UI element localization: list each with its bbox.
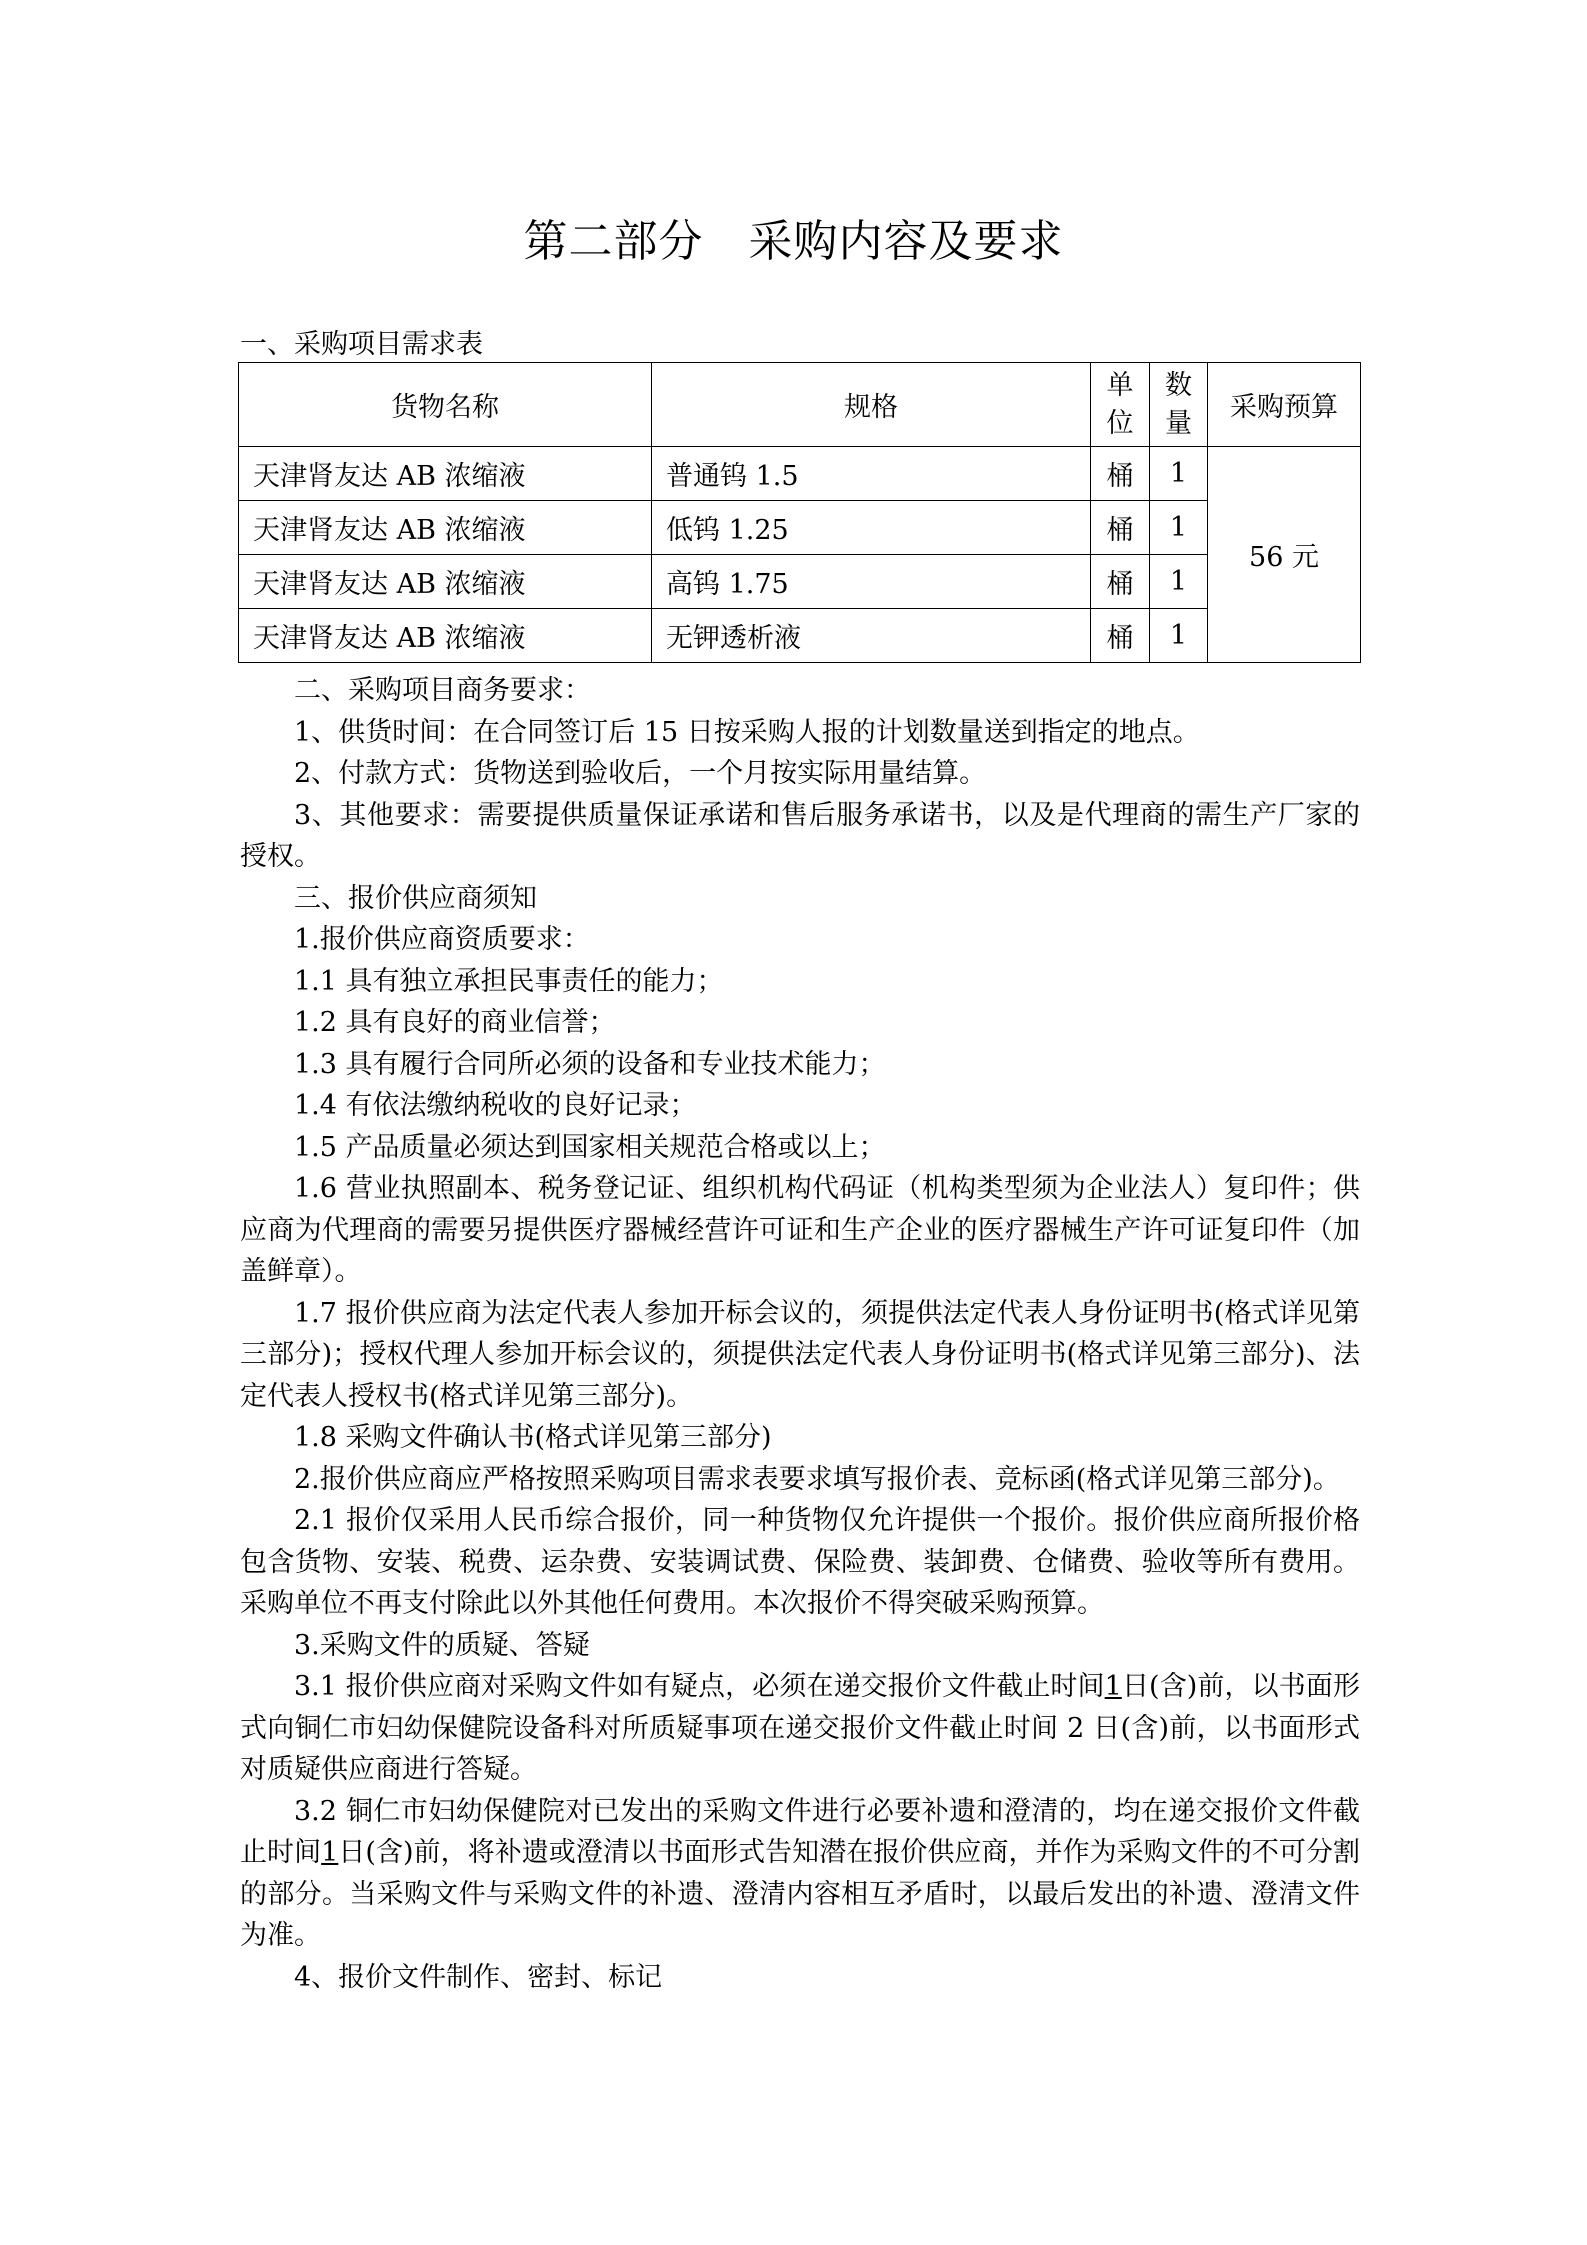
header-spec: 规格 <box>652 363 1091 447</box>
cell-quantity: 1 <box>1150 555 1208 609</box>
table-row <box>239 447 1361 501</box>
paragraph: 2.1 报价仅采用人民币综合报价，同一种货物仅允许提供一个报价。报价供应商所报价格包含货物、安装、税费、运杂费、安装调试费、保险费、装卸费、仓储费、验收等所有费用。采购单位不再支付除此以外其他任何费用。本次报价不得突破采购预算。 <box>240 1505 1360 1619</box>
underlined-days: 1 <box>1104 1671 1122 1702</box>
cell-name: 天津肾友达 AB 浓缩液 <box>239 501 652 555</box>
underlined-days: 1 <box>321 1837 339 1868</box>
cell-spec: 无钾透析液 <box>652 609 1091 663</box>
paragraph: 1.7 报价供应商为法定代表人参加开标会议的，须提供法定代表人身份证明书(格式详见第三部分)；授权代理人参加开标会议的，须提供法定代表人身份证明书(格式详见第三部分)、法定代表人授权书(格式详见第三部分)。 <box>240 1297 1360 1412</box>
cell-spec: 高钨 1.75 <box>652 555 1091 609</box>
cell-quantity: 1 <box>1150 609 1208 663</box>
section-heading-requirements-table: 一、采购项目需求表 <box>240 329 483 360</box>
cell-unit: 桶 <box>1091 609 1150 663</box>
cell-name: 天津肾友达 AB 浓缩液 <box>239 555 652 609</box>
cell-budget: 56 元 <box>1208 447 1361 663</box>
paragraph: 1.2 具有良好的商业信誉； <box>294 1007 616 1038</box>
table-header-row <box>239 363 1361 447</box>
header-name: 货物名称 <box>239 363 652 447</box>
paragraph: 1.1 具有独立承担民事责任的能力； <box>294 965 724 997</box>
paragraph: 3、其他要求：需要提供质量保证承诺和售后服务承诺书，以及是代理商的需生产厂家的授权。 <box>240 799 1360 872</box>
header-budget: 采购预算 <box>1208 363 1361 447</box>
paragraph: 3.采购文件的质疑、答疑 <box>294 1629 590 1661</box>
header-quantity: 数 量 <box>1150 363 1208 447</box>
paragraph: 1.5 产品质量必须达到国家相关规范合格或以上； <box>294 1131 886 1163</box>
paragraph: 1.4 有依法缴纳税收的良好记录； <box>294 1090 697 1121</box>
paragraph: 1、供货时间：在合同签订后 15 日按采购人报的计划数量送到指定的地点。 <box>294 716 1200 748</box>
paragraph: 2、付款方式：货物送到验收后，一个月按实际用量结算。 <box>294 758 987 789</box>
body-text <box>240 670 1360 1998</box>
cell-unit: 桶 <box>1091 555 1150 609</box>
page-title: 第二部分 采购内容及要求 <box>523 216 1064 267</box>
paragraph: 3.2 铜仁市妇幼保健院对已发出的采购文件进行必要补遗和澄清的，均在递交报价文件截止时间1日(含)前，将补遗或澄清以书面形式告知潜在报价供应商，并作为采购文件的不可分割的部分。当采购文件与采购文件的补遗、澄清内容相互矛盾时，以最后发出的补遗、澄清文件为准。 <box>240 1795 1360 1951</box>
cell-name: 天津肾友达 AB 浓缩液 <box>239 609 652 663</box>
paragraph: 1.报价供应商资质要求： <box>294 924 590 955</box>
table-row <box>239 555 1361 609</box>
paragraph: 4、报价文件制作、密封、标记 <box>294 1961 663 1993</box>
section-heading-supplier-notice: 三、报价供应商须知 <box>294 882 537 914</box>
cell-spec: 普通钨 1.5 <box>652 447 1091 501</box>
paragraph: 1.3 具有履行合同所必须的设备和专业技术能力； <box>294 1048 886 1080</box>
cell-quantity: 1 <box>1150 447 1208 501</box>
cell-quantity: 1 <box>1150 501 1208 555</box>
paragraph: 3.1 报价供应商对采购文件如有疑点，必须在递交报价文件截止时间1日(含)前，以书面形式向铜仁市妇幼保健院设备科对所质疑事项在递交报价文件截止时间 2 日(含)前，以书面形式对质疑供应商进行答疑。 <box>240 1671 1360 1785</box>
cell-spec: 低钨 1.25 <box>652 501 1091 555</box>
table-row <box>239 609 1361 663</box>
cell-unit: 桶 <box>1091 447 1150 501</box>
requirements-table <box>238 362 1361 663</box>
header-unit: 单 位 <box>1091 363 1150 447</box>
paragraph: 1.6 营业执照副本、税务登记证、组织机构代码证（机构类型须为企业法人）复印件；供应商为代理商的需要另提供医疗器械经营许可证和生产企业的医疗器械生产许可证复印件（加盖鲜章）。 <box>240 1173 1360 1287</box>
section-heading-business: 二、采购项目商务要求： <box>294 675 591 706</box>
paragraph: 1.8 采购文件确认书(格式详见第三部分) <box>294 1422 772 1453</box>
cell-name: 天津肾友达 AB 浓缩液 <box>239 447 652 501</box>
table-row <box>239 501 1361 555</box>
paragraph: 2.报价供应商应严格按照采购项目需求表要求填写报价表、竞标函(格式详见第三部分)。 <box>294 1463 1340 1495</box>
cell-unit: 桶 <box>1091 501 1150 555</box>
